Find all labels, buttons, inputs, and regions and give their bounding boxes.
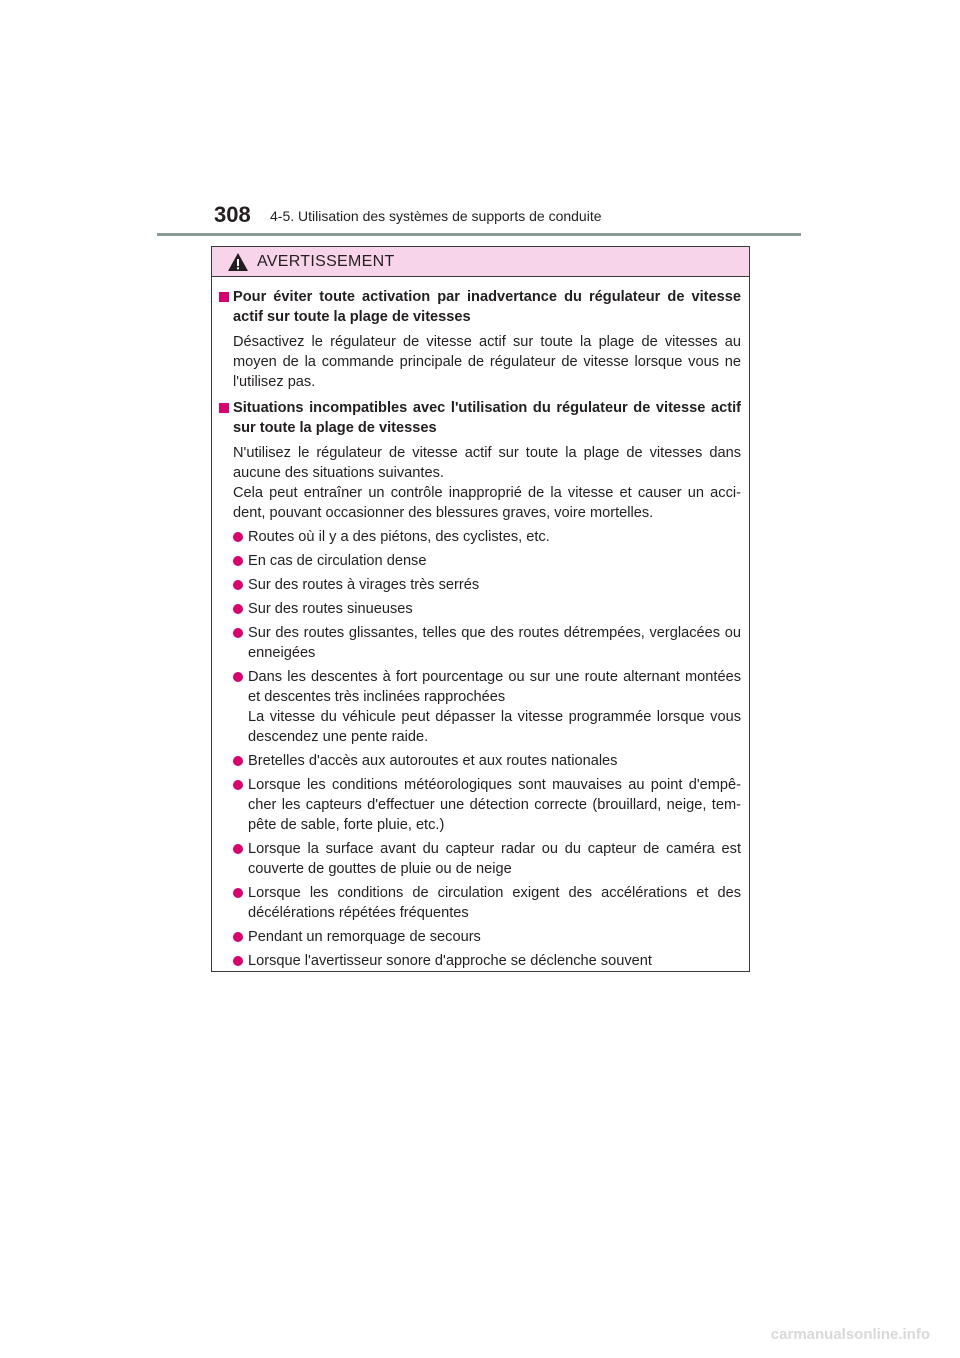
list-item-text: Sur des routes glissantes, telles que des routes détrempées, verglacées ou enneigées bbox=[248, 625, 741, 661]
section-text: Désactivez le régulateur de vitesse actif sur toute la plage de vitesses au moyen de la commande principale de régulateur de vitesse lorsque vous ne l'utilisez pas. bbox=[233, 334, 741, 390]
section-heading bbox=[219, 398, 741, 438]
list-item bbox=[233, 551, 741, 571]
list-item bbox=[233, 575, 741, 595]
bullet-list bbox=[219, 527, 741, 971]
page-number: 308 bbox=[214, 202, 251, 227]
square-bullet-icon bbox=[219, 403, 229, 413]
round-bullet-icon bbox=[233, 844, 243, 854]
warning-section bbox=[219, 287, 741, 392]
list-item bbox=[233, 527, 741, 547]
list-item bbox=[233, 951, 741, 971]
square-bullet-icon bbox=[219, 292, 229, 302]
warning-triangle-icon bbox=[227, 252, 249, 272]
warning-title: AVERTISSEMENT bbox=[257, 252, 395, 270]
section-title: Pour éviter toute activation par inadvertance du régulateur de vitesse actif sur toute la plage de vitesses bbox=[233, 289, 741, 325]
warning-header bbox=[212, 247, 749, 277]
header-rule bbox=[157, 233, 801, 236]
footer-watermark: carmanualsonline.info bbox=[770, 1326, 930, 1343]
round-bullet-icon bbox=[233, 532, 243, 542]
list-item-text: Sur des routes sinueuses bbox=[248, 601, 413, 617]
round-bullet-icon bbox=[233, 556, 243, 566]
round-bullet-icon bbox=[233, 888, 243, 898]
round-bullet-icon bbox=[233, 932, 243, 942]
list-item bbox=[233, 599, 741, 619]
list-item bbox=[233, 927, 741, 947]
list-item-text: Dans les descentes à fort pourcentage ou sur une route alternant montées et descentes très inclinées rapprochées La vitesse du véhicule peut dépasser la vitesse programmée lorsque vous descendez une pente raide. bbox=[248, 669, 741, 745]
section-heading bbox=[219, 287, 741, 327]
list-item-text: Sur des routes à virages très serrés bbox=[248, 577, 480, 593]
list-item-text: Bretelles d'accès aux autoroutes et aux routes nationales bbox=[248, 753, 618, 769]
round-bullet-icon bbox=[233, 580, 243, 590]
section-title: Situations incompatibles avec l'utilisation du régulateur de vitesse actif sur toute la plage de vitesses bbox=[233, 400, 741, 436]
list-item bbox=[233, 751, 741, 771]
round-bullet-icon bbox=[233, 604, 243, 614]
list-item-text: Lorsque les conditions météorologiques sont mauvaises au point d'empê-cher les capteurs d'effectuer une détection correcte (brouillard, neige, tem-pête de sable, forte pluie, etc.) bbox=[248, 777, 741, 833]
round-bullet-icon bbox=[233, 628, 243, 638]
list-item bbox=[233, 839, 741, 879]
list-item bbox=[233, 883, 741, 923]
list-item-text: Lorsque l'avertisseur sonore d'approche se déclenche souvent bbox=[248, 953, 652, 969]
list-item bbox=[233, 667, 741, 747]
list-item-text: Lorsque la surface avant du capteur radar ou du capteur de caméra est couverte de gouttes de pluie ou de neige bbox=[248, 841, 741, 877]
list-item-text: En cas de circulation dense bbox=[248, 553, 427, 569]
list-item bbox=[233, 775, 741, 835]
warning-body bbox=[212, 277, 749, 971]
section-text: N'utilisez le régulateur de vitesse actif sur toute la plage de vitesses dans aucune des situations suivantes. Cela peut entraîner un contrôle inapproprié de la vitesse et causer un acci-dent, pouvant occasionner des blessures graves, voire mortelles. bbox=[233, 445, 741, 521]
round-bullet-icon bbox=[233, 780, 243, 790]
list-item bbox=[233, 623, 741, 663]
round-bullet-icon bbox=[233, 956, 243, 966]
warning-section bbox=[219, 398, 741, 971]
chapter-title: 4-5. Utilisation des systèmes de supports de conduite bbox=[270, 208, 602, 224]
round-bullet-icon bbox=[233, 672, 243, 682]
list-item-text: Routes où il y a des piétons, des cyclistes, etc. bbox=[248, 529, 550, 545]
round-bullet-icon bbox=[233, 756, 243, 766]
warning-box bbox=[211, 246, 750, 972]
list-item-text: Lorsque les conditions de circulation exigent des accélérations et des décélérations répétées fréquentes bbox=[248, 885, 741, 921]
list-item-text: Pendant un remorquage de secours bbox=[248, 929, 481, 945]
